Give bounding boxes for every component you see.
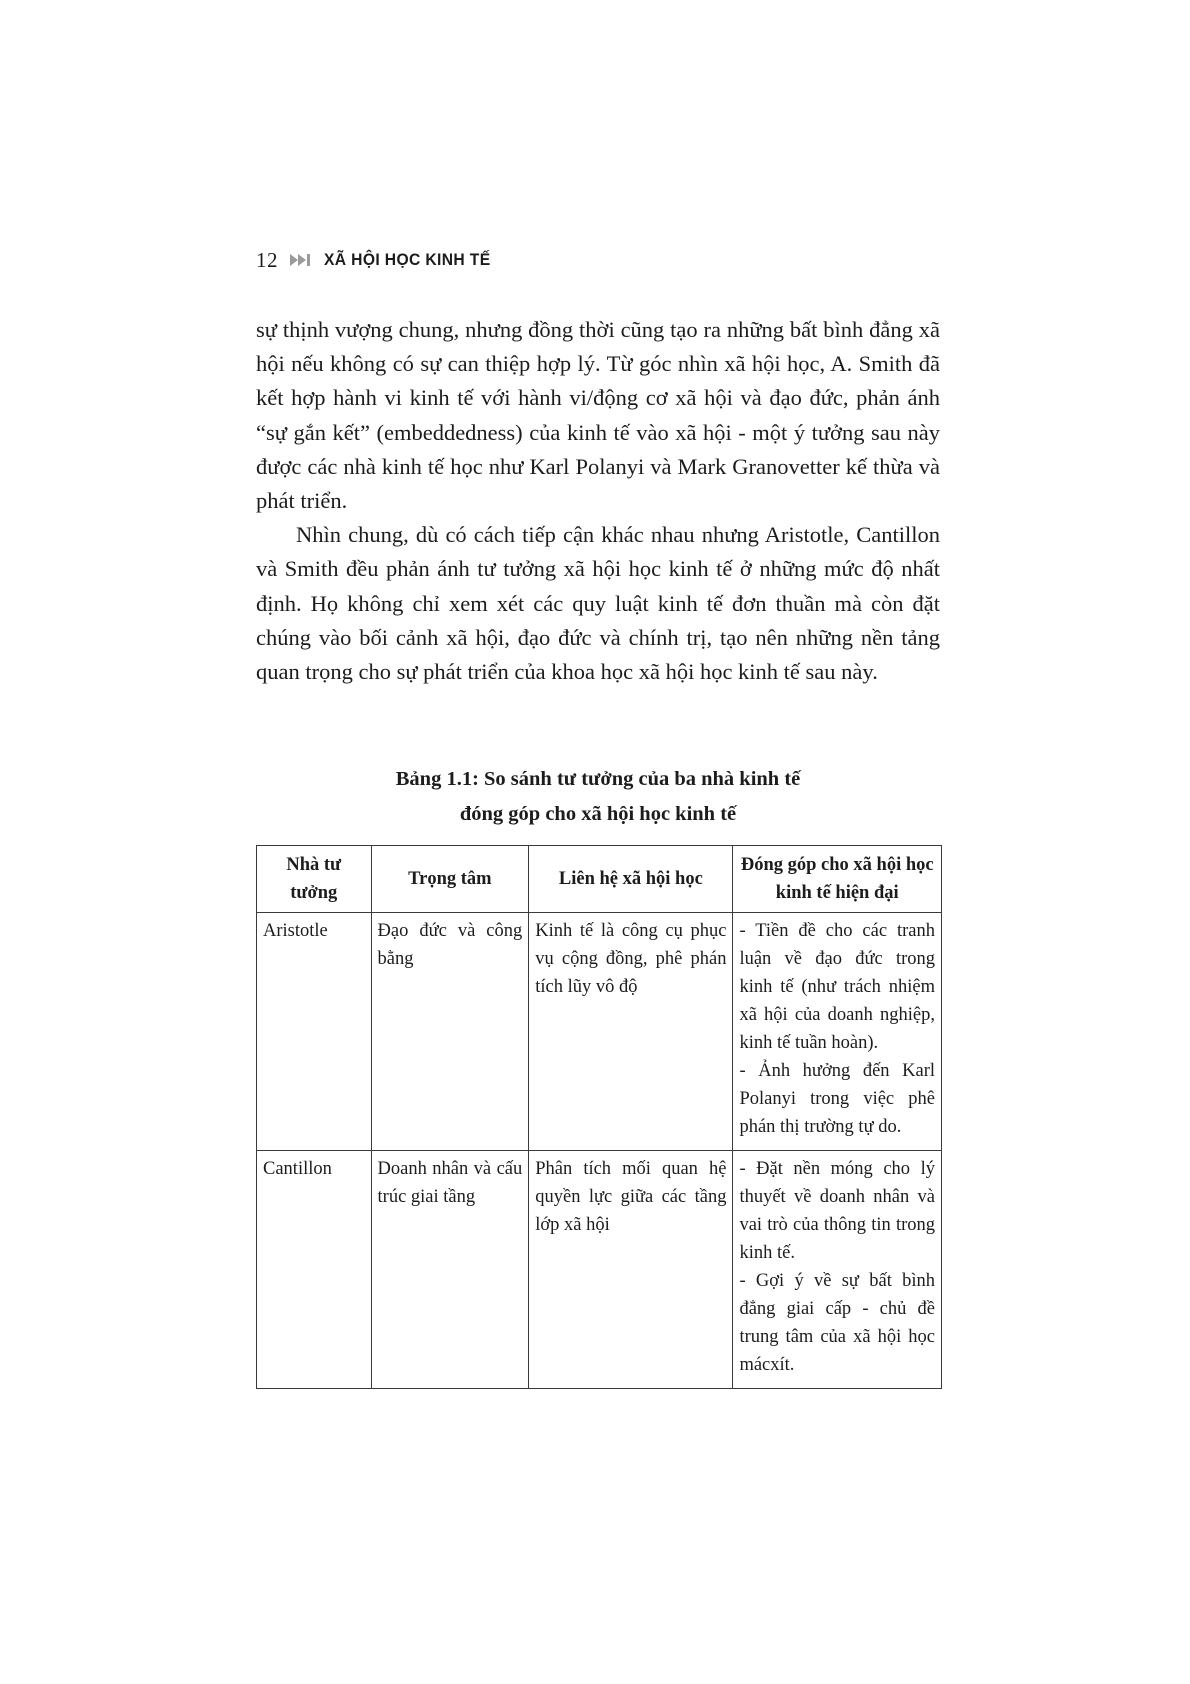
fast-forward-icon: [290, 253, 312, 267]
header-focus: Trọng tâm: [371, 846, 529, 913]
paragraph-continued: sự thịnh vượng chung, nhưng đồng thời cũng tạo ra những bất bình đẳng xã hội nếu không có sự can thiệp hợp lý. Từ góc nhìn xã hội học, A. Smith đã kết hợp hành vi kinh tế với hành vi/động cơ xã hội và đạo đức, phản ánh “sự gắn kết” (embeddedness) của kinh tế vào xã hội - một ý tưởng sau này được các nhà kinh tế học như Karl Polanyi và Mark Granovetter kế thừa và phát triển.: [256, 317, 940, 514]
contribution-item: - Đặt nền móng cho lý thuyết về doanh nhân và vai trò của thông tin trong kinh tế.: [739, 1159, 935, 1263]
table-row: [257, 1151, 942, 1389]
body-text: [256, 313, 940, 689]
contribution-item: - Ảnh hưởng đến Karl Polanyi trong việc phê phán thị trường tự do.: [739, 1061, 935, 1137]
running-head: [256, 245, 505, 275]
paragraph-summary: Nhìn chung, dù có cách tiếp cận khác nhau nhưng Aristotle, Cantillon và Smith đều phản ánh tư tưởng xã hội học kinh tế ở những mức độ nhất định. Họ không chỉ xem xét các quy luật kinh tế đơn thuần mà còn đặt chúng vào bối cảnh xã hội, đạo đức và chính trị, tạo nên những nền tảng quan trọng cho sự phát triển của khoa học xã hội học kinh tế sau này.: [256, 522, 940, 685]
cell-focus: Doanh nhân và cấu trúc giai tầng: [371, 1151, 529, 1389]
table-header-row: [257, 846, 942, 913]
cell-thinker: Cantillon: [257, 1151, 372, 1389]
header-sociology-link: Liên hệ xã hội học: [529, 846, 733, 913]
comparison-table: [256, 845, 942, 1389]
cell-thinker: Aristotle: [257, 913, 372, 1151]
header-thinker: Nhà tư tưởng: [257, 846, 372, 913]
contribution-item: - Tiền đề cho các tranh luận về đạo đức trong kinh tế (như trách nhiệm xã hội của doanh nghiệp, kinh tế tuần hoàn).: [739, 921, 935, 1053]
cell-focus: Đạo đức và công bằng: [371, 913, 529, 1151]
table-caption: [256, 762, 940, 832]
cell-contribution: [733, 1151, 942, 1389]
table-caption-line-2: đóng góp cho xã hội học kinh tế: [459, 803, 737, 825]
table-row: [257, 913, 942, 1151]
table-caption-line-1: Bảng 1.1: So sánh tư tưởng của ba nhà kinh tế: [395, 768, 801, 790]
contribution-item: - Gợi ý về sự bất bình đẳng giai cấp - chủ đề trung tâm của xã hội học mácxít.: [739, 1271, 935, 1375]
header-contribution: Đóng góp cho xã hội học kinh tế hiện đại: [733, 846, 942, 913]
cell-sociology-link: Phân tích mối quan hệ quyền lực giữa các tầng lớp xã hội: [529, 1151, 733, 1389]
page-number: 12: [256, 247, 278, 272]
cell-sociology-link: Kinh tế là công cụ phục vụ cộng đồng, phê phán tích lũy vô độ: [529, 913, 733, 1151]
chapter-title: XÃ HỘI HỌC KINH TẾ: [324, 250, 491, 269]
cell-contribution: [733, 913, 942, 1151]
